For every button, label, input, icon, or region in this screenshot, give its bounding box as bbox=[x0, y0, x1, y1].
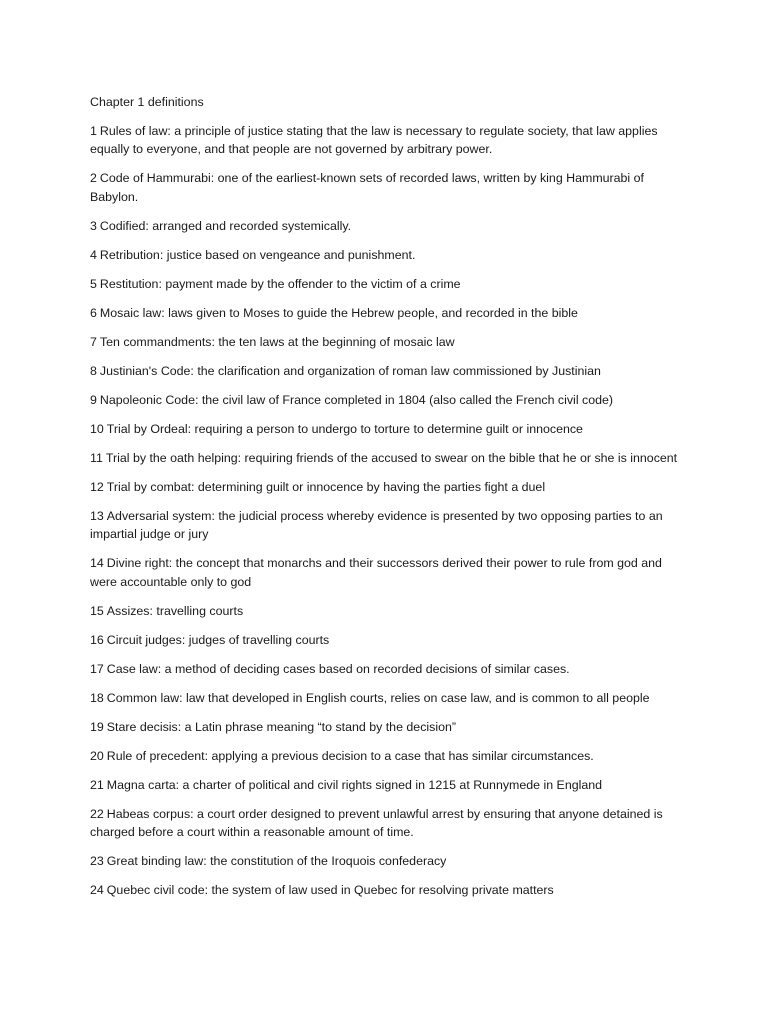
definition-number: 21 bbox=[90, 777, 104, 792]
definition-text: Mosaic law: laws given to Moses to guide the Hebrew people, and recorded in the bible bbox=[99, 305, 578, 320]
definition-text: Justinian's Code: the clarification and organization of roman law commissioned by Justinian bbox=[99, 363, 601, 378]
definition-item bbox=[90, 554, 690, 591]
definition-text: Assizes: travelling courts bbox=[106, 603, 244, 618]
definition-item bbox=[90, 718, 690, 737]
definition-text: Trial by combat: determining guilt or innocence by having the parties fight a duel bbox=[106, 479, 546, 494]
definition-item bbox=[90, 333, 690, 352]
definition-number: 20 bbox=[90, 748, 104, 763]
definition-item bbox=[90, 660, 690, 679]
definition-number: 16 bbox=[90, 632, 104, 647]
definition-item bbox=[90, 478, 690, 497]
definition-text: Magna carta: a charter of political and civil rights signed in 1215 at Runnymede in England bbox=[106, 777, 603, 792]
definition-text: Rules of law: a principle of justice stating that the law is necessary to regulate society, that law applies equally to everyone, and that people are not governed by arbitrary power. bbox=[90, 123, 658, 156]
definition-number: 17 bbox=[90, 661, 104, 676]
definition-text: Common law: law that developed in English courts, relies on case law, and is common to all people bbox=[106, 690, 650, 705]
definition-text: Case law: a method of deciding cases based on recorded decisions of similar cases. bbox=[106, 661, 570, 676]
definition-number: 23 bbox=[90, 854, 104, 868]
definition-number: 6 bbox=[90, 305, 97, 320]
definition-item bbox=[90, 420, 690, 439]
definition-text: Stare decisis: a Latin phrase meaning “to stand by the decision” bbox=[106, 719, 456, 734]
definition-item bbox=[90, 852, 690, 871]
definition-item bbox=[90, 304, 690, 323]
definition-text: Quebec civil code: the system of law used in Quebec for resolving private matters bbox=[106, 883, 554, 897]
definition-item bbox=[90, 631, 690, 650]
definition-text: Great binding law: the constitution of the Iroquois confederacy bbox=[106, 854, 447, 868]
definition-number: 2 bbox=[90, 171, 97, 185]
definition-number: 11 bbox=[90, 450, 103, 465]
definition-text: Divine right: the concept that monarchs and their successors derived their power to rule from god and were accountable only to god bbox=[90, 556, 662, 589]
definition-item bbox=[90, 747, 690, 766]
definition-number: 10 bbox=[90, 421, 104, 436]
definition-number: 15 bbox=[90, 603, 104, 618]
definition-item bbox=[90, 507, 690, 544]
definition-item bbox=[90, 275, 690, 294]
definition-item bbox=[90, 246, 690, 265]
definition-text: Napoleonic Code: the civil law of France completed in 1804 (also called the French civil code) bbox=[99, 392, 614, 407]
definition-text: Restitution: payment made by the offender to the victim of a crime bbox=[99, 276, 461, 291]
definition-item bbox=[90, 776, 690, 795]
definition-text: Codified: arranged and recorded systemically. bbox=[99, 218, 352, 233]
definitions-list bbox=[90, 122, 690, 900]
definition-number: 19 bbox=[90, 719, 104, 734]
document-body bbox=[90, 93, 690, 910]
definition-number: 8 bbox=[90, 363, 97, 378]
definition-number: 5 bbox=[90, 276, 97, 291]
definition-number: 3 bbox=[90, 218, 97, 233]
definition-number: 9 bbox=[90, 392, 97, 407]
definition-text: Rule of precedent: applying a previous decision to a case that has similar circumstances. bbox=[106, 748, 594, 763]
definition-text: Trial by the oath helping: requiring friends of the accused to swear on the bible that he or she is innocent bbox=[105, 450, 678, 465]
definition-item bbox=[90, 122, 690, 159]
definition-text: Ten commandments: the ten laws at the beginning of mosaic law bbox=[99, 334, 455, 349]
document-title: Chapter 1 definitions bbox=[90, 95, 204, 109]
definition-text: Retribution: justice based on vengeance and punishment. bbox=[99, 247, 416, 262]
definition-item bbox=[90, 449, 690, 468]
definition-item bbox=[90, 217, 690, 236]
definition-number: 7 bbox=[90, 334, 97, 349]
definition-item bbox=[90, 881, 690, 900]
definition-text: Trial by Ordeal: requiring a person to undergo to torture to determine guilt or innocence bbox=[106, 421, 583, 436]
definition-number: 14 bbox=[90, 556, 104, 570]
definition-text: Circuit judges: judges of travelling courts bbox=[106, 632, 330, 647]
definition-number: 1 bbox=[90, 123, 97, 138]
definition-item bbox=[90, 362, 690, 381]
definition-number: 18 bbox=[90, 690, 104, 705]
definition-number: 12 bbox=[90, 479, 104, 494]
definition-number: 4 bbox=[90, 247, 97, 262]
definition-text: Habeas corpus: a court order designed to prevent unlawful arrest by ensuring that anyone detained is charged before a court within a reasonable amount of time. bbox=[90, 806, 663, 839]
definition-number: 13 bbox=[90, 508, 104, 523]
definition-item bbox=[90, 391, 690, 410]
definition-item bbox=[90, 689, 690, 708]
definition-item bbox=[90, 805, 690, 842]
definition-item bbox=[90, 602, 690, 621]
definition-number: 24 bbox=[90, 883, 104, 897]
definition-item bbox=[90, 169, 690, 206]
definition-text: Code of Hammurabi: one of the earliest-known sets of recorded laws, written by king Hammurabi of Babylon. bbox=[90, 171, 644, 204]
definition-number: 22 bbox=[90, 806, 104, 821]
definition-text: Adversarial system: the judicial process whereby evidence is presented by two opposing parties to an impartial judge or jury bbox=[90, 508, 663, 541]
